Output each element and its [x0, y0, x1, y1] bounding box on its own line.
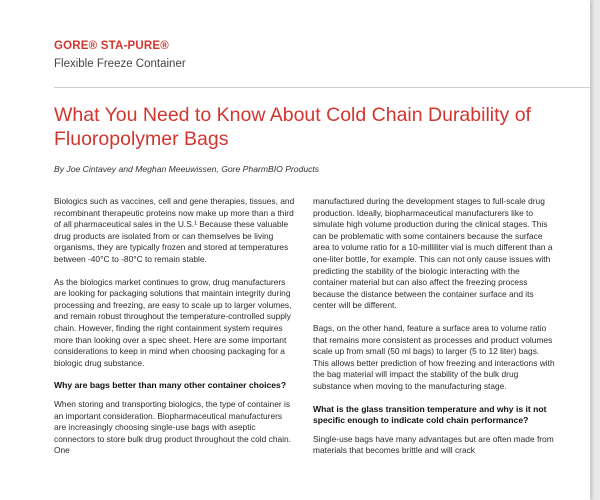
paragraph: Bags, on the other hand, feature a surface area to volume ratio that remains more consistent as processes and product volumes scale up from small (50 ml bags) to larger (5 to 12 liter) bags. This allows better prediction of how freezing and interactions with the bag material will impact the stability of the bulk drug substance when moving to the manufacturing stage.	[313, 322, 555, 391]
product-name: Flexible Freeze Container	[54, 58, 186, 70]
article-title: What You Need to Know About Cold Chain Durability of Fluoropolymer Bags	[54, 104, 531, 150]
section-heading: What is the glass transition temperature and why is it not specific enough to indicate cold chain performance?	[313, 403, 547, 426]
paragraph: Biologics such as vaccines, cell and gene therapies, tissues, and recombinant therapeutic proteins now make up more than a third of all pharmaceutical sales in the U.S.¹ Because these valuable drug products are isolated from or can themselves be living organisms, they are typically frozen and stored at temperatures between -40°C to -80°C to remain stable.	[54, 196, 295, 264]
left-column	[54, 196, 296, 468]
article-byline: By Joe Cintavey and Meghan Meeuwissen, Gore PharmBIO Products	[54, 164, 320, 174]
bottom-fade	[0, 478, 590, 500]
section-heading: Why are bags better than many other container choices?	[54, 380, 287, 391]
paragraph: As the biologics market continues to grow, drug manufacturers are looking for packaging solutions that maintain integrity during processing and freezing, are easy to scale up to larger volumes, and remain robust throughout the temperature-controlled supply chain. However, finding the right containment system requires more than looking over a spec sheet. Here are some important considerations to keep in mind when choosing packaging for a biologic drug substance.	[54, 276, 292, 368]
paragraph: When storing and transporting biologics, the type of container is an important consideration. Biopharmaceutical manufacturers are increasingly choosing single-use bags with aseptic connectors to store bulk drug product throughout the cold chain. One	[54, 398, 291, 456]
paragraph: manufactured during the development stages to full-scale drug production. Ideally, biopharmaceutical manufacturers like to simulate high volume production during the clinical stages. This can be problematic with some containers because the surface area to volume ratio for a 10-milliliter vial is much different than a one-liter bottle, for example. This can not only cause issues with predicting the stability of the biologic interacting with the container material but can also affect the freezing process because the distance between the container surface and its center will be different.	[313, 196, 553, 311]
header-divider	[54, 87, 590, 88]
right-column	[313, 196, 555, 468]
brand-name: GORE® STA-PURE®	[54, 40, 169, 52]
paragraph: Single-use bags have many advantages but are often made from materials that becomes brittle and will crack	[313, 433, 554, 456]
